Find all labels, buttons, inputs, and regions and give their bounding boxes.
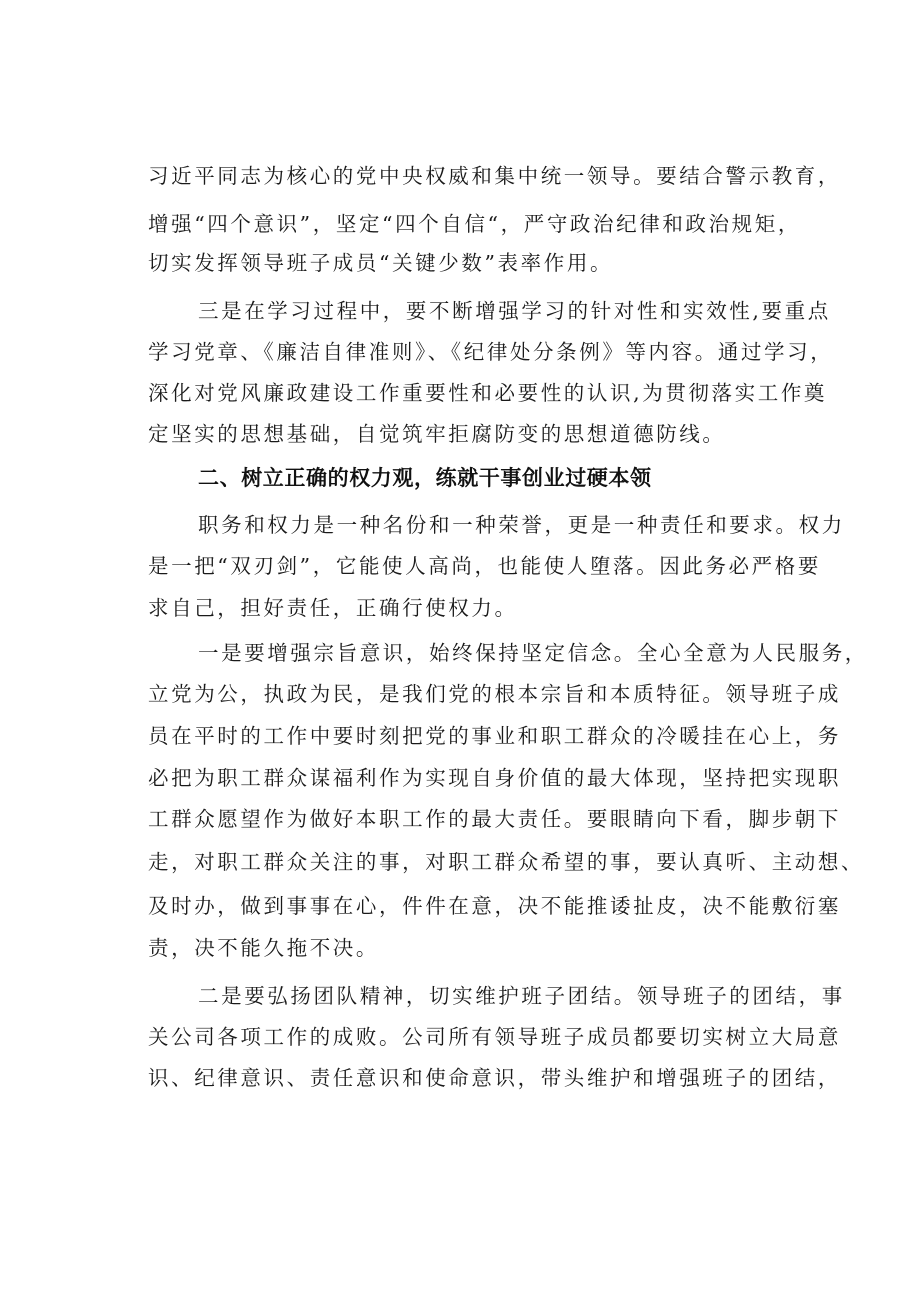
paragraph-line: 关公司各项工作的成败。公司所有领导班子成员都要切实树立大局意: [148, 1025, 841, 1049]
paragraph-line: 工群众愿望作为做好本职工作的最大责任。要眼睛向下看，脚步朝下: [148, 807, 841, 831]
paragraph-line: 是一把“双刃剑”，它能使人高尚，也能使人堕落。因此务必严格要: [148, 554, 821, 578]
paragraph-line: 职务和权力是一种名份和一种荣誉，更是一种责任和要求。权力: [198, 513, 845, 537]
paragraph-line: 求自己，担好责任，正确行使权力。: [148, 596, 518, 620]
paragraph-line: 定坚实的思想基础，自觉筑牢拒腐防变的思想道德防线。: [148, 422, 726, 446]
paragraph-line: 习近平同志为核心的党中央权威和集中统一领导。要结合警示教育，: [148, 164, 841, 188]
paragraph-line: 二是要弘扬团队精神，切实维护班子团结。领导班子的团结，事: [198, 984, 845, 1008]
paragraph-line: 一是要增强宗旨意识，始终保持坚定信念。全心全意为人民服务，: [198, 641, 868, 665]
paragraph-line: 三是在学习过程中，要不断增强学习的针对性和实效性,要重点: [198, 299, 831, 323]
paragraph-line: 学习党章、《廉洁自律准则》、《纪律处分条例》等内容。通过学习，: [148, 340, 834, 364]
paragraph-line: 增强“四个意识”，坚定“四个自信“，严守政治纪律和政治规矩，: [148, 212, 801, 236]
paragraph-line: 深化对党风廉政建设工作重要性和必要性的认识,为贯彻落实工作奠: [148, 381, 828, 405]
paragraph-line: 员在平时的工作中要时刻把党的事业和职工群众的冷暖挂在心上，务: [148, 724, 841, 748]
paragraph-line: 切实发挥领导班子成员“关键少数”表率作用。: [148, 251, 614, 275]
paragraph-line: 责，决不能久拖不决。: [148, 936, 379, 960]
paragraph-line: 及时办，做到事事在心，件件在意，决不能推诿扯皮，决不能敷衍塞: [148, 894, 841, 918]
section-heading: 二、树立正确的权力观，练就干事创业过硬本领: [198, 466, 652, 490]
paragraph-line: 走，对职工群众关注的事，对职工群众希望的事，要认真听、主动想、: [148, 850, 865, 874]
paragraph-line: 必把为职工群众谋福利作为实现自身价值的最大体现，坚持把实现职: [148, 766, 841, 790]
paragraph-line: 立党为公，执政为民，是我们党的根本宗旨和本质特征。领导班子成: [148, 682, 841, 706]
paragraph-line: 识、纪律意识、责任意识和使命意识，带头维护和增强班子的团结，: [148, 1066, 841, 1090]
